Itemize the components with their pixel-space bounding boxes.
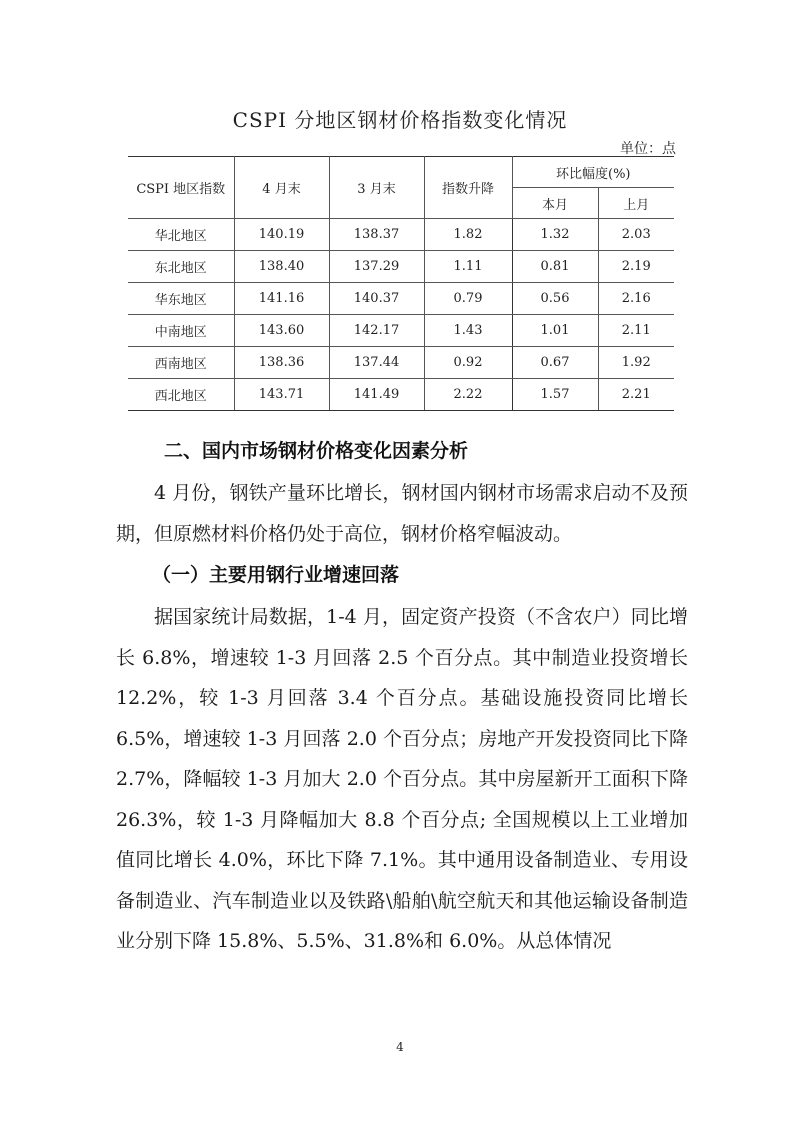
cell-index-change: 0.92 [424,347,512,379]
section-heading: 二、国内市场钢材价格变化因素分析 [164,440,469,462]
cell-region: 中南地区 [128,315,234,347]
cell-last-month: 2.03 [598,219,674,251]
cell-last-month: 1.92 [598,347,674,379]
table-row [128,315,674,347]
header-mom-group: 环比幅度(%) [512,157,674,188]
header-april-end: 4 月末 [234,157,329,219]
table-row [128,379,674,411]
cell-this-month: 1.57 [512,379,598,411]
cell-april-end: 141.16 [234,283,329,315]
cell-region: 西南地区 [128,347,234,379]
cell-index-change: 1.43 [424,315,512,347]
sub-heading: （一）主要用钢行业增速回落 [152,564,400,586]
page-number: 4 [396,1040,404,1054]
cell-april-end: 140.19 [234,219,329,251]
table-row [128,347,674,379]
cell-april-end: 143.71 [234,379,329,411]
cell-index-change: 0.79 [424,283,512,315]
cell-index-change: 1.82 [424,219,512,251]
cell-region: 西北地区 [128,379,234,411]
header-march-end: 3 月末 [329,157,424,219]
table-row [128,219,674,251]
cell-region: 华北地区 [128,219,234,251]
cell-march-end: 140.37 [329,283,424,315]
cell-this-month: 1.32 [512,219,598,251]
cell-march-end: 141.49 [329,379,424,411]
body-paragraph: 据国家统计局数据，1-4 月，固定资产投资（不含农户）同比增长 6.8%，增速较 1-3 月回落 2.5 个百分点。其中制造业投资增长 12.2%，较 1-3 月回落 3.4 个百分点。基础设施投资同比增长 6.5%，增速较 1-3 月回落 2.0 个百分点；房地产开发投资同比下降 2.7%，降幅较 1-3 月加大 2.0 个百分点。其中房屋新开工面积下降 26.3%，较 1-3 月降幅加大 8.8 个百分点; 全国规模以上工业增加值同比增长 4.0%，环比下降 7.1%。其中通用设备制造业、专用设备制造业、汽车制造业以及铁路\船舶\航空航天和其他运输设备制造业分别下降 15.8%、5.5%、31.8%和 6.0%。从总体情况 [116,606,688,952]
cspi-region-table [128,156,674,411]
intro-paragraph: 4 月份，钢铁产量环比增长，钢材国内钢材市场需求启动不及预期，但原燃材料价格仍处于高位，钢材价格窄幅波动。 [116,482,688,545]
cell-this-month: 0.56 [512,283,598,315]
cell-april-end: 138.40 [234,251,329,283]
cell-march-end: 142.17 [329,315,424,347]
cell-last-month: 2.16 [598,283,674,315]
cell-index-change: 1.11 [424,251,512,283]
cell-index-change: 2.22 [424,379,512,411]
cell-last-month: 2.21 [598,379,674,411]
cell-region: 东北地区 [128,251,234,283]
table-title: CSPI 分地区钢材价格指数变化情况 [232,108,568,132]
header-region: CSPI 地区指数 [128,157,234,219]
header-last-month: 上月 [598,188,674,219]
cell-last-month: 2.19 [598,251,674,283]
table-row [128,283,674,315]
cell-last-month: 2.11 [598,315,674,347]
cell-april-end: 143.60 [234,315,329,347]
cell-region: 华东地区 [128,283,234,315]
table-unit: 单位：点 [620,141,676,157]
table-row [128,251,674,283]
header-index-change: 指数升降 [424,157,512,219]
cell-march-end: 137.44 [329,347,424,379]
header-this-month: 本月 [512,188,598,219]
cell-march-end: 137.29 [329,251,424,283]
cell-this-month: 1.01 [512,315,598,347]
cell-this-month: 0.67 [512,347,598,379]
cell-march-end: 138.37 [329,219,424,251]
cell-april-end: 138.36 [234,347,329,379]
cell-this-month: 0.81 [512,251,598,283]
